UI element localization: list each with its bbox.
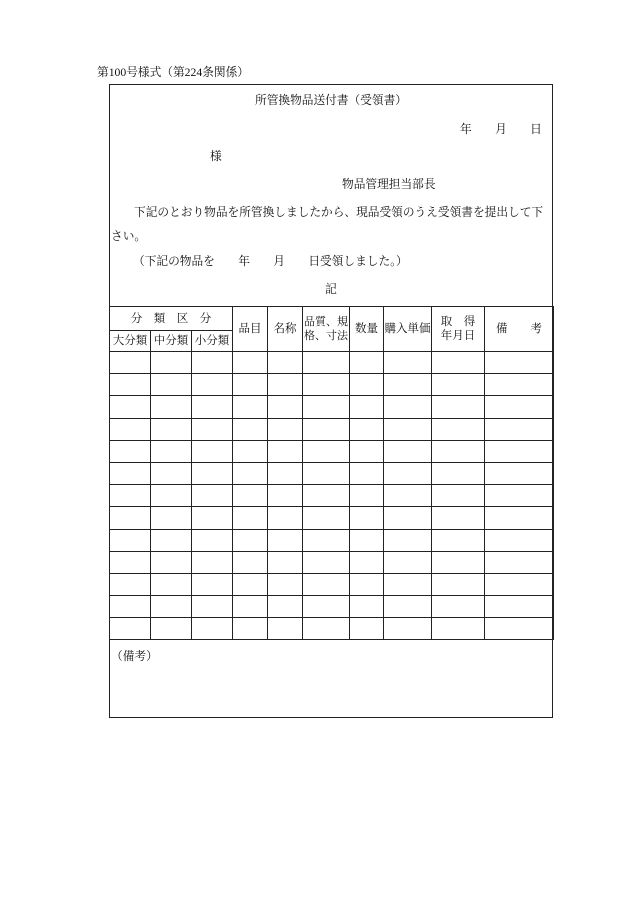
remarks-cell [485,396,554,418]
form-title: 所管換物品送付書（受領書） [255,94,407,107]
remarks-cell [485,462,554,484]
table-row [110,573,554,595]
middle-category-cell [151,573,192,595]
acquisition-date-cell [432,529,485,551]
acquisition-date-cell [432,485,485,507]
middle-category-header: 中分類 [151,331,192,352]
unit-price-cell [384,462,432,484]
item-cell [233,507,268,529]
acquisition-date-cell [432,573,485,595]
name-cell [268,352,303,374]
name-cell [268,396,303,418]
spec-cell [303,596,350,618]
quantity-cell [350,374,384,396]
spec-cell [303,462,350,484]
minor-category-cell [192,618,233,640]
receipt-line: （下記の物品を 年 月 日受領しました。） [133,255,408,268]
table-row [110,374,554,396]
table-row [110,507,554,529]
acquisition-date-cell [432,462,485,484]
item-cell [233,573,268,595]
quantity-cell [350,396,384,418]
minor-category-header: 小分類 [192,331,233,352]
spec-cell [303,418,350,440]
spec-cell [303,551,350,573]
minor-category-cell [192,396,233,418]
name-header: 名称 [268,307,303,352]
middle-category-cell [151,551,192,573]
minor-category-cell [192,596,233,618]
middle-category-cell [151,374,192,396]
middle-category-cell [151,418,192,440]
date-line: 年 月 日 [460,123,542,136]
form-number: 第100号様式（第224条関係） [97,66,249,79]
remarks-cell [485,551,554,573]
unit-price-cell [384,573,432,595]
item-cell [233,596,268,618]
acquisition-date-cell [432,352,485,374]
spec-header: 品質、規格、寸法 [303,307,350,352]
spec-cell [303,440,350,462]
quantity-cell [350,529,384,551]
remarks-cell [485,507,554,529]
major-category-cell [110,440,151,462]
spec-cell [303,352,350,374]
acquisition-date-cell [432,618,485,640]
middle-category-cell [151,596,192,618]
acquisition-date-cell [432,374,485,396]
quantity-cell [350,462,384,484]
remarks-cell [485,352,554,374]
minor-category-cell [192,440,233,462]
unit-price-cell [384,352,432,374]
name-cell [268,462,303,484]
middle-category-cell [151,529,192,551]
major-category-cell [110,396,151,418]
spec-cell [303,507,350,529]
quantity-cell [350,551,384,573]
name-cell [268,418,303,440]
major-category-cell [110,352,151,374]
unit-price-cell [384,551,432,573]
major-category-cell [110,418,151,440]
quantity-cell [350,418,384,440]
quantity-cell [350,596,384,618]
major-category-cell [110,596,151,618]
name-cell [268,618,303,640]
minor-category-cell [192,551,233,573]
table-row [110,551,554,573]
major-category-header: 大分類 [110,331,151,352]
classification-header: 分 類 区 分 [110,307,233,331]
addressee-suffix: 様 [210,150,222,163]
item-cell [233,551,268,573]
item-cell [233,440,268,462]
spec-cell [303,485,350,507]
table-row [110,396,554,418]
remarks-cell [485,573,554,595]
body-text-line: 下記のとおり物品を所管換しましたから、現品受領のうえ受領書を提出して下 [134,206,544,219]
quantity-cell [350,352,384,374]
name-cell [268,551,303,573]
minor-category-cell [192,485,233,507]
table-row [110,529,554,551]
remarks-cell [485,374,554,396]
unit-price-cell [384,374,432,396]
acquisition-date-cell [432,440,485,462]
remarks-cell [485,618,554,640]
spec-cell [303,374,350,396]
minor-category-cell [192,573,233,595]
quantity-cell [350,573,384,595]
quantity-cell [350,440,384,462]
middle-category-cell [151,396,192,418]
name-cell [268,374,303,396]
remarks-cell [485,418,554,440]
minor-category-cell [192,418,233,440]
item-cell [233,529,268,551]
minor-category-cell [192,462,233,484]
body-text-line: さい。 [111,230,147,243]
spec-cell [303,618,350,640]
remarks-cell [485,485,554,507]
item-cell [233,396,268,418]
remarks-cell [485,529,554,551]
table-header-row [110,307,554,331]
ki-heading: 記 [325,283,337,296]
name-cell [268,573,303,595]
acquisition-date-header-line: 年月日 [440,330,476,342]
item-cell [233,462,268,484]
item-cell [233,352,268,374]
major-category-cell [110,507,151,529]
spec-cell [303,573,350,595]
middle-category-cell [151,352,192,374]
sender-title: 物品管理担当部長 [342,178,436,191]
acquisition-date-cell [432,596,485,618]
item-table [109,306,554,640]
unit-price-cell [384,485,432,507]
item-cell [233,485,268,507]
major-category-cell [110,551,151,573]
unit-price-cell [384,440,432,462]
minor-category-cell [192,352,233,374]
remarks-header: 備 考 [485,307,554,352]
quantity-header: 数量 [350,307,384,352]
middle-category-cell [151,440,192,462]
table-row [110,596,554,618]
spec-cell [303,529,350,551]
unit-price-header: 購入単価 [384,307,432,352]
middle-category-cell [151,507,192,529]
unit-price-cell [384,418,432,440]
quantity-cell [350,507,384,529]
item-header: 品目 [233,307,268,352]
middle-category-cell [151,485,192,507]
acquisition-date-cell [432,551,485,573]
middle-category-cell [151,462,192,484]
acquisition-date-cell [432,418,485,440]
unit-price-cell [384,529,432,551]
minor-category-cell [192,529,233,551]
item-cell [233,374,268,396]
spec-cell [303,396,350,418]
acquisition-date-header [432,307,485,352]
acquisition-date-cell [432,507,485,529]
middle-category-cell [151,618,192,640]
minor-category-cell [192,507,233,529]
major-category-cell [110,485,151,507]
table-row [110,462,554,484]
table-row [110,352,554,374]
quantity-cell [350,485,384,507]
unit-price-cell [384,396,432,418]
table-row [110,485,554,507]
item-cell [233,618,268,640]
major-category-cell [110,618,151,640]
table-row [110,418,554,440]
major-category-cell [110,374,151,396]
name-cell [268,596,303,618]
unit-price-cell [384,596,432,618]
remarks-cell [485,596,554,618]
name-cell [268,440,303,462]
minor-category-cell [192,374,233,396]
acquisition-date-header-line: 取 得 [440,316,476,328]
table-row [110,440,554,462]
detail-rows [110,352,554,640]
remarks-label: （備考） [111,650,158,663]
quantity-cell [350,618,384,640]
unit-price-cell [384,507,432,529]
major-category-cell [110,573,151,595]
unit-price-cell [384,618,432,640]
item-cell [233,418,268,440]
remarks-cell [485,440,554,462]
major-category-cell [110,529,151,551]
name-cell [268,485,303,507]
major-category-cell [110,462,151,484]
acquisition-date-cell [432,396,485,418]
table-row [110,618,554,640]
name-cell [268,507,303,529]
name-cell [268,529,303,551]
